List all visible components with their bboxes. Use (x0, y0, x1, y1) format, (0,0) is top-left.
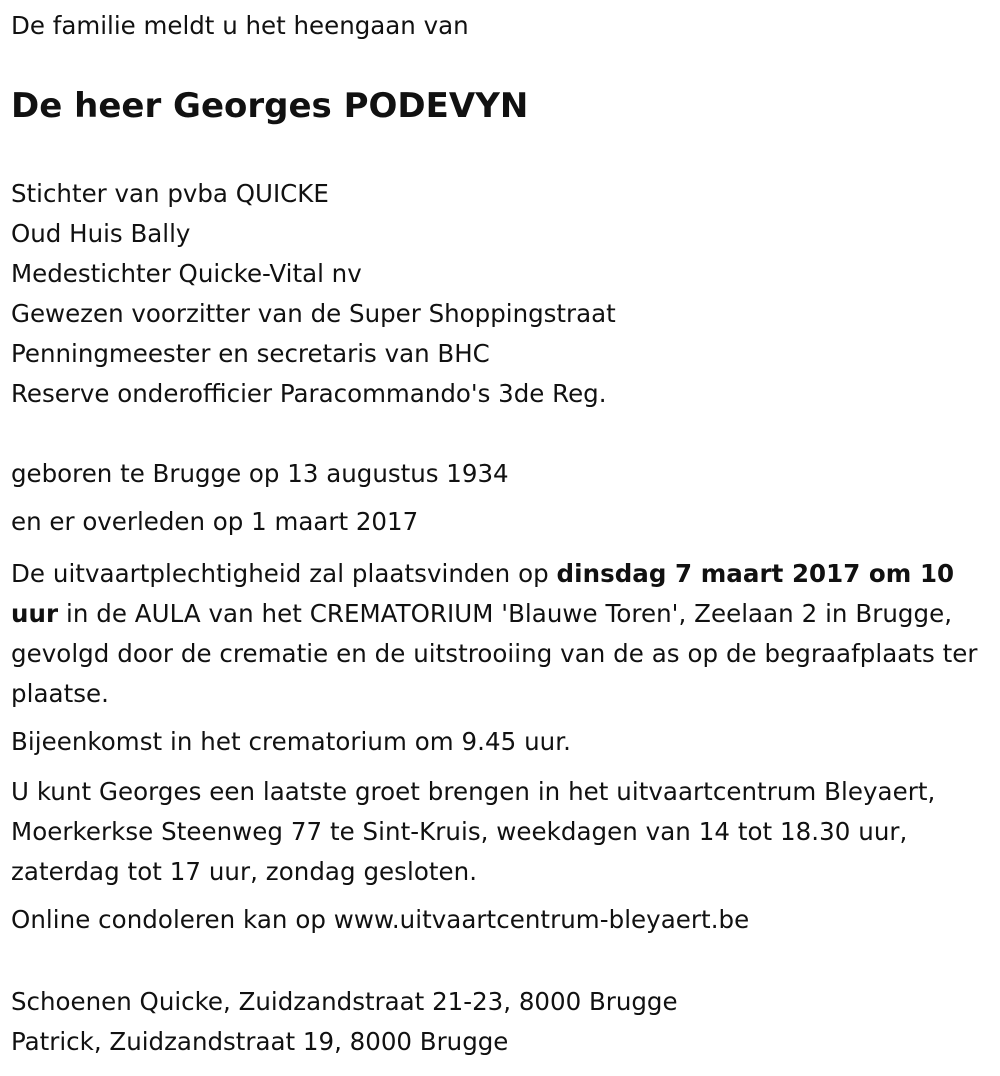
funeral-date-time: dinsdag 7 maart 2017 om 10 uur (11, 559, 955, 628)
title-item: Oud Huis Bally (11, 219, 191, 248)
funeral-text-after: in de AULA van het CREMATORIUM 'Blauwe Toren', Zeelaan 2 in Brugge, gevolgd door de crematie en de uitstrooiing van de as op de begraafplaats ter plaatse. (11, 599, 978, 708)
address-item: Schoenen Quicke, Zuidzandstraat 21-23, 8000 Brugge (11, 987, 678, 1016)
birth-info: geboren te Brugge op 13 augustus 1934 (11, 459, 509, 488)
title-item: Penningmeester en secretaris van BHC (11, 339, 490, 368)
title-item: Medestichter Quicke-Vital nv (11, 259, 362, 288)
title-item: Gewezen voorzitter van de Super Shoppingstraat (11, 299, 616, 328)
title-item: Stichter van pvba QUICKE (11, 179, 329, 208)
death-info: en er overleden op 1 maart 2017 (11, 507, 419, 536)
gathering-paragraph: Bijeenkomst in het crematorium om 9.45 uur. (11, 727, 571, 756)
online-condolence-text: Online condoleren kan op www.uitvaartcentrum-bleyaert.be (11, 905, 750, 934)
funeral-paragraph (11, 554, 986, 714)
title-item: Reserve onderofficier Paracommando's 3de Reg. (11, 379, 607, 408)
intro-text: De familie meldt u het heengaan van (11, 11, 469, 40)
funeral-text-before: De uitvaartplechtigheid zal plaatsvinden op (11, 559, 557, 588)
visit-paragraph: U kunt Georges een laatste groet brengen in het uitvaartcentrum Bleyaert, Moerkerkse Steenweg 77 te Sint-Kruis, weekdagen van 14 tot 18.30 uur, zaterdag tot 17 uur, zondag gesloten. (11, 777, 936, 886)
deceased-name: De heer Georges PODEVYN (11, 86, 529, 126)
address-item: Patrick, Zuidzandstraat 19, 8000 Brugge (11, 1027, 509, 1056)
addresses-list (11, 982, 986, 1062)
titles-list (11, 174, 986, 414)
